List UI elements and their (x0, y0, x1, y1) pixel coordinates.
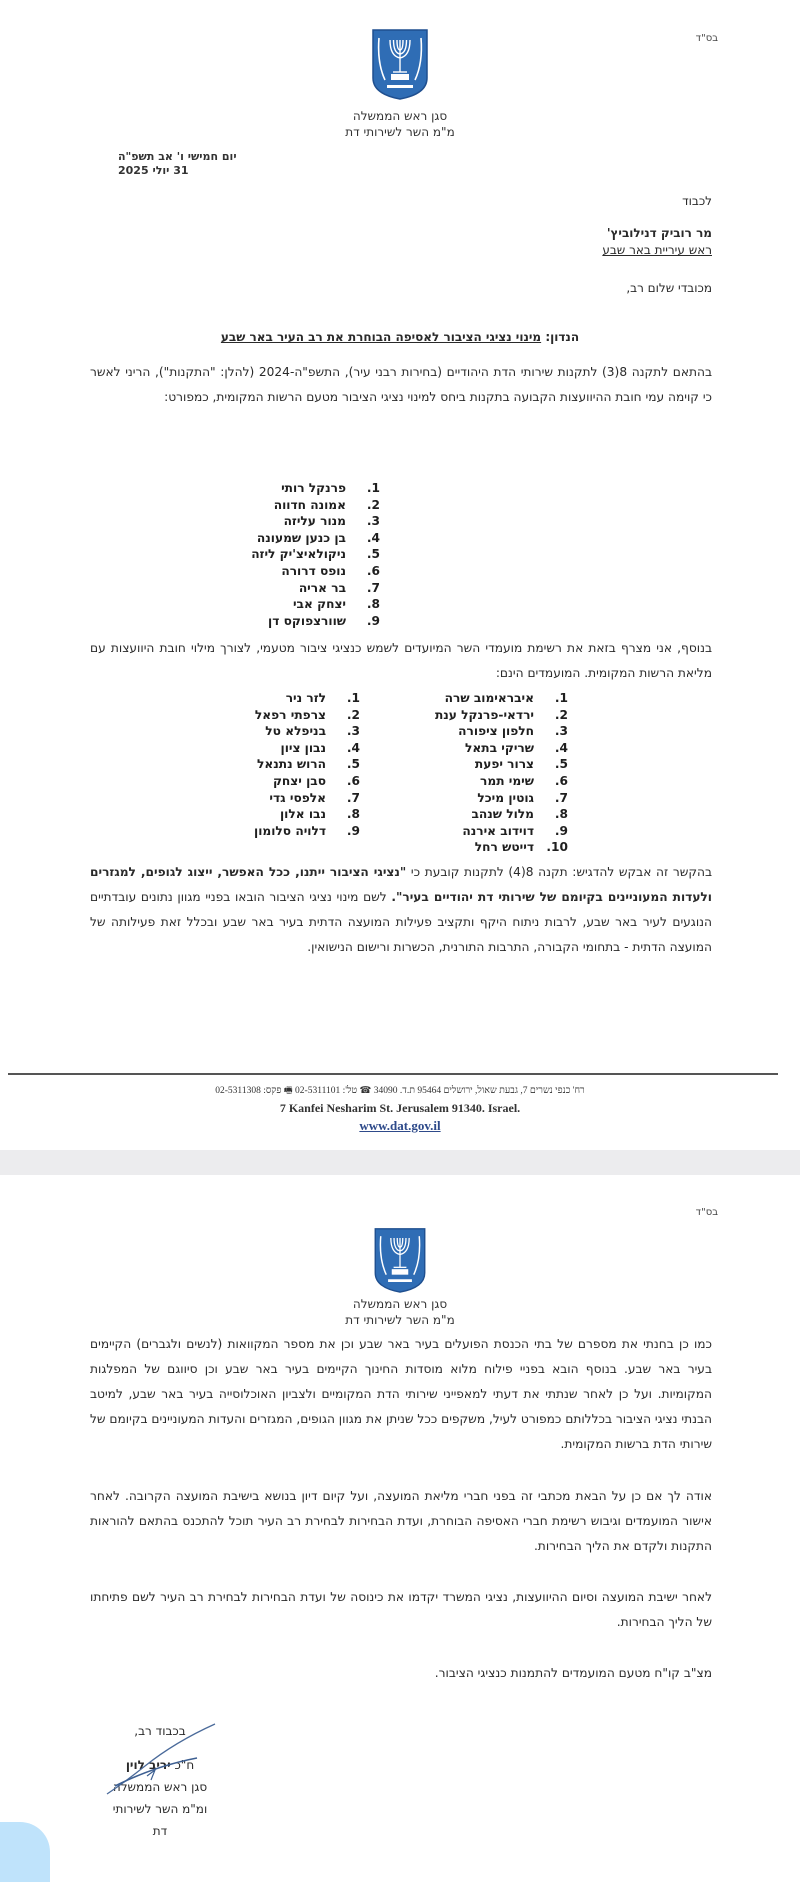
list-number: 4 . (358, 530, 380, 547)
minister-nominee-item (230, 823, 360, 840)
nominee-name: שוורצפוקס דן (268, 613, 346, 628)
footer-website-link[interactable]: www.dat.gov.il (359, 1118, 441, 1133)
letter-date (118, 150, 237, 178)
minister-nominee-item (230, 690, 360, 707)
signature-block (105, 1720, 215, 1842)
minister-nominee-item (428, 756, 568, 773)
recipient-name: מר רוביק דנילוביץ' (606, 226, 712, 240)
paragraph-4: מצ"ב קו"ח מטעם המועמדים להתמנות כנציגי הציבור. (434, 1666, 712, 1680)
signatory-title-2: ומ"מ השר לשירותי דת (112, 1802, 208, 1838)
nominee-name: בן כנען שמעונה (256, 530, 346, 545)
nominee-name: שימי תמר (480, 773, 534, 788)
minister-nominee-item (428, 790, 568, 807)
municipality-nominee-item (251, 497, 380, 514)
nominee-name: ניקולאיצ'יק ליזה (251, 547, 346, 562)
list-number: 8 . (338, 806, 360, 823)
salutation: לכבוד (682, 194, 712, 208)
municipality-nominee-item (251, 613, 380, 630)
minister-nominee-item (230, 707, 360, 724)
minister-nominee-item (428, 723, 568, 740)
minister-paragraph: בנוסף, אני מצרף בזאת את רשימת מועמדי השר המיועדים לשמש כנציגי ציבור מטעמי, לצורך מילוי חובת היוועצות עם מליאת הרשות המקומית. המועמדים הינם: (90, 641, 712, 680)
list-number: 3 . (358, 513, 380, 530)
list-number: 1 . (546, 690, 568, 707)
paragraph-3: לאחר ישיבת המועצה וסיום ההיוועצות, נציגי המשרד יקדמו את כינוסה של ועדת הבחירות לבחירת רב העיר לשם פתיחתו של הליך הבחירות. (90, 1590, 712, 1629)
bsd-mark: בס"ד (695, 1207, 718, 1218)
date-gregorian: 31 יולי 2025 (118, 164, 189, 177)
list-number: 9 . (358, 613, 380, 630)
recipient-title: ראש עיריית באר שבע (602, 243, 712, 257)
list-number: 5 . (546, 756, 568, 773)
greeting: מכובדי שלום רב, (626, 281, 712, 295)
nominee-name: איבראימוב שרה (444, 691, 534, 705)
municipality-nominees-list (251, 480, 380, 629)
nominee-name: סבן יצחק (272, 773, 326, 788)
nominee-name: נבון ציון (280, 740, 326, 755)
signatory-name-text: יריב לוין (125, 1758, 171, 1772)
municipality-nominee-item (251, 546, 380, 563)
paragraph-1: כמו כן בחנתי את מספרם של בתי הכנסת הפועלים בעיר באר שבע וכן את מספר המקוואות (לנשים ולגברים) הקיימים בעיר באר שבע. בנוסף הובא בפניי פילוח מלוא מוסדות החינוך הקיימים בעיר באר שבע וכן סיווגם של המפלגות המקומיות. ועל כן לאחר שנתתי את דעתי למאפייני שירותי הדת המקומיים ולצביון האוכלוסייה בעיר באר שבע, למיטב הבנתי נציגי הציבור בכללותם כמפורט לעיל, משקפים ככל שניתן את מגוון הגופים, המגזרים והעדות המעוניינים בקיומם של שירותי הדת ברשות המקומית. (90, 1337, 712, 1451)
nominee-name: אלפסי גדי (269, 790, 326, 805)
municipality-nominee-item (251, 513, 380, 530)
page-separator (0, 1150, 800, 1175)
list-number: 8 . (358, 596, 380, 613)
list-number: 2 . (338, 707, 360, 724)
bsd-mark: בס"ד (695, 33, 718, 44)
nominee-name: יצחק אבי (292, 597, 346, 612)
list-number: 10 . (546, 839, 568, 856)
list-number: 5 . (358, 546, 380, 563)
nominee-name: שריקי בתאל (465, 740, 534, 755)
state-emblem-icon (373, 1227, 427, 1293)
municipality-nominee-item (251, 530, 380, 547)
minister-nominee-item (428, 690, 568, 707)
minister-nominee-item (230, 773, 360, 790)
office-title: סגן ראש הממשלה (352, 1297, 448, 1311)
list-number: 6 . (338, 773, 360, 790)
subject-label: הנדון: (545, 330, 580, 344)
footer-address-hebrew: רח' כנפי נשרים 7, גבעת שאול, ירושלים 95464 ת.ד. 34090 ☎ טל': 02-5311101 🖷 פקס: 02-5311308 (215, 1086, 585, 1096)
minister-nominee-item (428, 839, 568, 856)
list-number: 3 . (546, 723, 568, 740)
emphasis-paragraph (90, 860, 712, 960)
minister-nominee-item (428, 740, 568, 757)
signature-closing: בכבוד רב, (134, 1724, 186, 1738)
nominee-name: הרוש נתנאל (257, 757, 326, 772)
minister-nominees-list-left (230, 690, 360, 839)
minister-nominee-item (230, 790, 360, 807)
list-number: 4 . (546, 740, 568, 757)
list-number: 1 . (358, 480, 380, 497)
nominee-name: דלויה סלומון (254, 823, 326, 838)
minister-nominee-item (428, 823, 568, 840)
nominee-name: בר אריה (298, 580, 346, 595)
minister-nominee-item (428, 806, 568, 823)
nominee-name: מלול שנהב (471, 807, 534, 822)
nominee-name: גוטין מיכל (477, 790, 534, 805)
nominee-name: חלפון ציפורה (458, 724, 534, 739)
paragraph-2: אודה לך אם כן על הבאת מכתבי זה בפני חברי מליאת המועצה, ועל קיום דיון בנושא בישיבת המועצה הקרובה. לאחר אישור המועמדים וגיבוש רשימת חברי האסיפה הבוחרת, ועדת הבחירות לבחירת רב העיר תוכל להתכנס בהתאם להוראות התקנות ולקדם את הליך הבחירות. (90, 1489, 712, 1553)
office-header (0, 1296, 800, 1328)
minister-nominee-item (230, 756, 360, 773)
intro-paragraph: בהתאם לתקנה 8(3) לתקנות שירותי הדת היהודיים (בחירות רבני עיר), התשפ"ה-2024 (להלן: "התקנות"), הריני לאשר כי קוימה עמי חובת ההיוועצות הקבועה בתקנות ביחס למינוי נציגי הציבור מטעם הרשות המקומית, כמפורט: (90, 365, 712, 404)
nominee-name: נופס דרורה (281, 563, 346, 578)
nominee-name: דייטש רחל (474, 840, 534, 855)
list-number: 9 . (338, 823, 360, 840)
list-number: 3 . (338, 723, 360, 740)
list-number: 7 . (358, 580, 380, 597)
list-number: 1 . (338, 690, 360, 707)
signatory-title-1: סגן ראש הממשלה (112, 1780, 208, 1794)
nominee-name: מנור עליזה (283, 514, 346, 529)
letter-footer (0, 1083, 800, 1134)
list-number: 2 . (358, 497, 380, 514)
list-number: 6 . (358, 563, 380, 580)
minister-nominee-item (428, 707, 568, 724)
minister-nominees-list-right (428, 690, 568, 856)
nominee-name: פרנקל רותי (281, 481, 346, 495)
nominee-name: צרור יפעת (474, 757, 534, 772)
list-number: 7 . (546, 790, 568, 807)
subject-text: מינוי נציגי הציבור לאסיפה הבוחרת את רב העיר באר שבע (220, 330, 542, 344)
emphasis-text-2: לשם מינוי נציגי הציבור הובאו בפניי מגוון נתונים עובדתיים הנוגעים לעיר באר שבע, לרבות ניתוח היקף ותקציב פעילות המועצה הדתית בעיר באר שבע ובכלל זאת פעילותה של המועצה הדתית - בתחומי הקבורה, התרבות התורנית, הכשרות ורישום הנישואין. (90, 890, 712, 954)
office-title: סגן ראש הממשלה (352, 109, 448, 123)
municipality-nominee-item (251, 563, 380, 580)
list-number: 7 . (338, 790, 360, 807)
list-number: 5 . (338, 756, 360, 773)
state-emblem-icon (371, 28, 429, 100)
emphasis-text-1: בהקשר זה אבקש להדגיש: תקנה 8(4) לתקנות קובעת כי (406, 865, 712, 879)
nominee-name: לזר ניר (285, 691, 326, 705)
list-number: 8 . (546, 806, 568, 823)
office-header (0, 108, 800, 140)
emphasis-quote: "נציגי הציבור ייתנו, ככל האפשר, ייצוג לגופים, למגזרים ולעדות המעוניינים בקיומם של שירותי דת יהודיים בעיר". (90, 865, 712, 904)
office-subtitle: מ"מ השר לשירותי דת (345, 1313, 455, 1327)
minister-nominee-item (230, 723, 360, 740)
office-subtitle: מ"מ השר לשירותי דת (345, 125, 455, 139)
municipality-nominee-item (251, 580, 380, 597)
minister-nominee-item (230, 740, 360, 757)
nominee-name: אמונה חדווה (273, 497, 346, 512)
nominee-name: דוידוב אירנה (462, 823, 534, 838)
handwritten-signature-icon (85, 1720, 235, 1800)
nominee-name: צרפתי רפאל (254, 707, 326, 722)
nominee-name: ירדאי-פרנקל ענת (434, 707, 534, 722)
minister-nominee-item (428, 773, 568, 790)
list-number: 6 . (546, 773, 568, 790)
list-number: 9 . (546, 823, 568, 840)
footer-address-english: 7 Kanfei Nesharim St. Jerusalem 91340. Israel. (279, 1101, 521, 1115)
footer-divider (8, 1073, 778, 1075)
list-number: 2 . (546, 707, 568, 724)
municipality-nominee-item (251, 596, 380, 613)
municipality-nominee-item (251, 480, 380, 497)
date-hebrew: יום חמישי ו' אב תשפ"ה (118, 150, 237, 163)
list-number: 4 . (338, 740, 360, 757)
minister-nominee-item (230, 806, 360, 823)
nominee-name: נבו אלון (280, 807, 326, 822)
subject-line (0, 330, 800, 344)
nominee-name: בניפלא טל (265, 724, 326, 739)
signatory-prefix: ח"כ (170, 1758, 195, 1772)
